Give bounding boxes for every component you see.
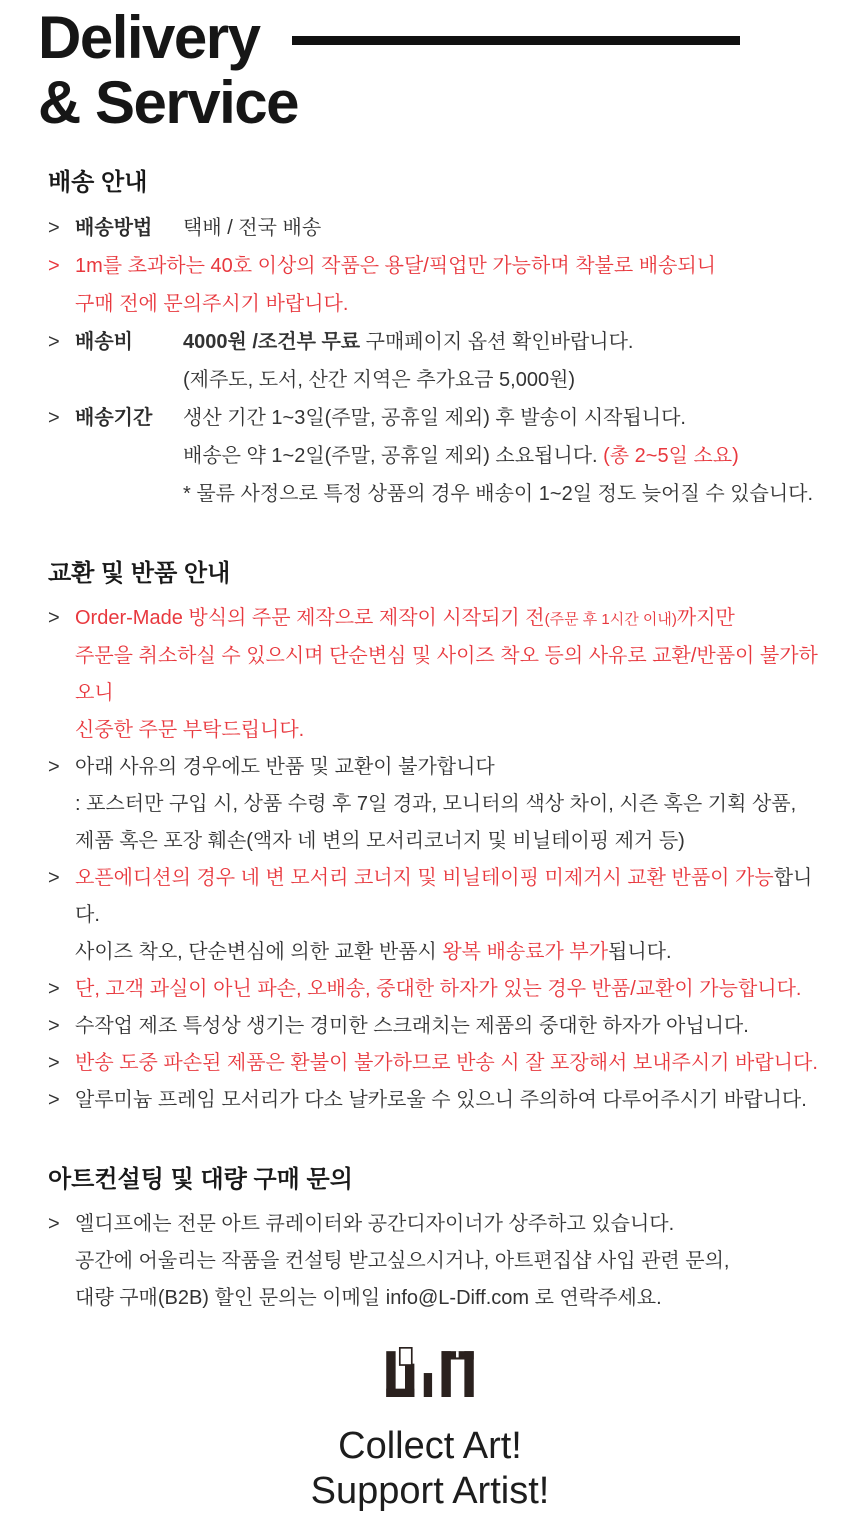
bullet-marker: > [48,216,60,239]
returns-item-aluminum-frame [48,1082,820,1119]
shipping-period-line2 [183,437,820,475]
shipping-period-line2-red: (총 2~5일 소요) [603,444,739,467]
shipping-period-line2-black: 배송은 약 1~2일(주말, 공휴일 제외) 소요됩니다. [183,444,604,467]
returns-item1-line2: 주문을 취소하실 수 있으시며 단순변심 및 사이즈 착오 등의 사유로 교환/반품이 불가하오니 [75,644,818,704]
page-title-line2: & Service [38,68,299,136]
shipping-section [0,162,860,513]
shipping-fee-amount: 4000원 /조건부 무료 [183,330,361,353]
consulting-line1: 엘디프에는 전문 아트 큐레이터와 공간디자이너가 상주하고 있습니다. [75,1212,675,1235]
returns-item3-line2: 사이즈 착오, 단순변심에 의한 교환 반품시 왕복 배송료가 부가됩니다. [75,940,672,963]
title-rule [292,36,740,45]
consulting-item [48,1206,820,1317]
shipping-period-line1: 생산 기간 1~3일(주말, 공휴일 제외) 후 발송이 시작됩니다. [183,406,686,429]
returns-heading: 교환 및 반품 안내 [48,559,231,587]
returns-item-return-packing [48,1045,820,1082]
bullet-marker: > [48,1051,60,1074]
returns-item1-small-note: (주문 후 1시간 이내) [544,610,677,628]
consulting-heading: 아트컨설팅 및 대량 구매 문의 [48,1165,353,1193]
shipping-fee-note: (제주도, 도서, 산간 지역은 추가요금 5,000원) [183,368,576,391]
returns-section [0,553,860,1119]
bullet-marker: > [48,1088,60,1111]
shipping-fee-note-row [48,361,820,399]
consulting-line3: 대량 구매(B2B) 할인 문의는 이메일 info@L-Diff.com 로 연락주세요. [75,1286,662,1309]
shipping-method-row [48,209,820,247]
shipping-period-label: 배송기간 [75,406,153,429]
shipping-method-value: 택배 / 전국 배송 [183,216,322,239]
bullet-marker: > [48,330,60,353]
returns-item-order-made [48,600,820,749]
page-footer [0,1347,860,1515]
returns-item-handmade-scratch [48,1008,820,1045]
returns-item7-text: 알루미늄 프레임 모서리가 다소 날카로울 수 있으니 주의하여 다루어주시기 바랍니다. [75,1088,807,1111]
page-header [0,0,860,136]
returns-item3-line1: 오픈에디션의 경우 네 변 모서리 코너지 및 비닐테이핑 미제거시 교환 반품이 가능합니다. [75,866,813,926]
returns-item6-text: 반송 도중 파손된 제품은 환불이 불가하므로 반송 시 잘 포장해서 보내주시기 바랍니다. [75,1051,818,1074]
bullet-spacer [48,285,75,323]
bullet-marker: > [48,866,60,889]
oversize-notice-row [48,247,820,285]
bullet-marker: > [48,406,60,429]
returns-item1-line3: 신중한 주문 부탁드립니다. [75,718,305,741]
bullet-marker: > [48,1212,60,1235]
label-spacer [75,361,183,399]
shipping-period-line3: * 물류 사정으로 특정 상품의 경우 배송이 1~2일 정도 늦어질 수 있습니다. [183,482,814,505]
bullet-marker: > [48,254,60,277]
returns-item2-line3: 제품 혹은 포장 훼손(액자 네 변의 모서리코너지 및 비닐테이핑 제거 등) [75,829,685,852]
returns-item1-line1: Order-Made 방식의 주문 제작으로 제작이 시작되기 전(주문 후 1시간 이내)까지만 [75,606,735,629]
bullet-spacer [48,475,75,513]
slogan-line1: Collect Art! [338,1424,522,1467]
returns-item-open-edition [48,860,820,971]
returns-item-damage-exchange [48,971,820,1008]
slogan-line2: Support Artist! [310,1470,550,1513]
oversize-notice-line2: 구매 전에 문의주시기 바랍니다. [75,292,349,315]
shipping-fee-row [48,323,820,361]
returns-item4-text: 단, 고객 과실이 아닌 파손, 오배송, 중대한 하자가 있는 경우 반품/교환이 가능합니다. [75,977,802,1000]
bullet-marker: > [48,1014,60,1037]
returns-item5-text: 수작업 제조 특성상 생기는 경미한 스크래치는 제품의 중대한 하자가 아닙니다. [75,1014,749,1037]
shipping-period-row [48,399,820,437]
bullet-marker: > [48,977,60,1000]
shipping-fee-label: 배송비 [75,330,133,353]
oversize-notice-row-cont [48,285,820,323]
shipping-method-label: 배송방법 [75,216,153,239]
returns-item2-line1: 아래 사유의 경우에도 반품 및 교환이 불가합니다 [75,755,495,778]
label-spacer [75,437,183,475]
shipping-heading: 배송 안내 [48,168,148,196]
returns-item2-line2: : 포스터만 구입 시, 상품 수령 후 7일 경과, 모니터의 색상 차이, 시즌 혹은 기획 상품, [75,792,797,815]
l-diff-logo-icon [386,1347,474,1397]
consulting-line2: 공간에 어울리는 작품을 컨설팅 받고싶으시거나, 아트편집샵 사입 관련 문의, [75,1249,730,1272]
shipping-fee-value [183,323,820,361]
oversize-notice-line1: 1m를 초과하는 40호 이상의 작품은 용달/픽업만 가능하며 착불로 배송되니 [75,254,716,277]
label-spacer [75,475,183,513]
shipping-period-row3 [48,475,820,513]
bullet-spacer [48,361,75,399]
bullet-spacer [48,437,75,475]
shipping-fee-rest: 구매페이지 옵션 확인바랍니다. [360,330,634,353]
consulting-section [0,1159,860,1317]
bullet-marker: > [48,755,60,778]
returns-item-exclusions [48,749,820,860]
contact-email: info@L-Diff.com [385,1286,530,1309]
page-title-line1: Delivery [38,4,260,71]
shipping-period-row2 [48,437,820,475]
bullet-marker: > [48,606,60,629]
